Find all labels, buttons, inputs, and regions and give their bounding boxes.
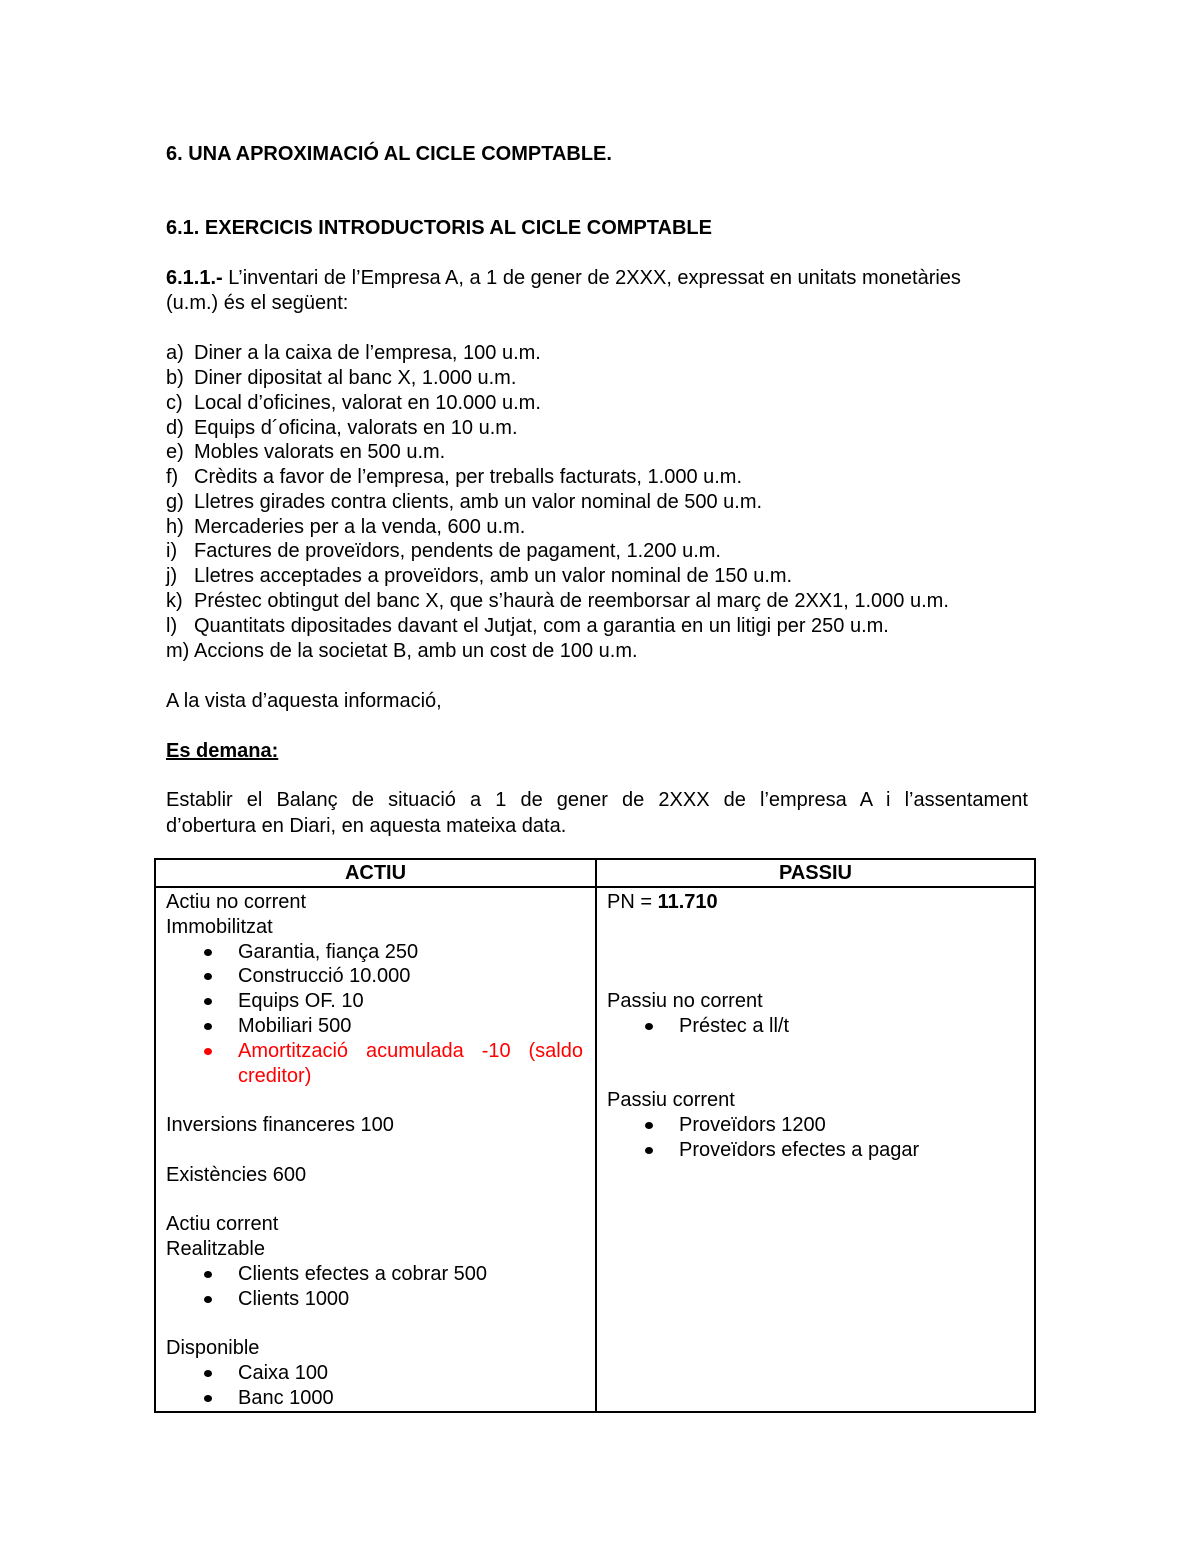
list-item: k) Préstec obtingut del banc X, que s’haurà de reemborsar al març de 2XX1, 1.000 u.m. xyxy=(166,590,949,612)
amortitzacio-item xyxy=(166,1039,585,1089)
actiu-no-corrent-label: Actiu no corrent xyxy=(166,891,307,913)
list-item: Mobiliari 500 xyxy=(166,1014,585,1039)
page-title: 6. UNA APROXIMACIÓ AL CICLE COMPTABLE. xyxy=(166,143,612,165)
list-item: f) Crèdits a favor de l’empresa, per treballs facturats, 1.000 u.m. xyxy=(166,466,743,488)
list-item: Préstec a ll/t xyxy=(607,1014,1024,1039)
list-item: Clients efectes a cobrar 500 xyxy=(166,1262,585,1287)
task-line: Establir el Balanç de situació a 1 de gener de 2XXX de l’empresa A i l’assentament xyxy=(166,789,1028,811)
passiu-column xyxy=(596,887,1035,1412)
list-item: Clients 1000 xyxy=(166,1287,585,1312)
section-title: 6.1. EXERCICIS INTRODUCTORIS AL CICLE COMPTABLE xyxy=(166,217,712,239)
task-paragraph xyxy=(166,787,1028,839)
actiu-corrent-label: Actiu corrent xyxy=(166,1213,279,1236)
balance-sheet-table xyxy=(154,858,1036,1413)
amortitzacio-line: Amortització acumulada -10 (saldo xyxy=(238,1039,583,1062)
list-item: Caixa 100 xyxy=(166,1361,585,1386)
disponible-label: Disponible xyxy=(166,1337,260,1360)
list-item: c) Local d’oficines, valorat en 10.000 u.m. xyxy=(166,392,541,414)
list-item: l) Quantitats dipositades davant el Jutjat, com a garantia en un litigi per 250 u.m. xyxy=(166,615,889,637)
list-item: Proveïdors 1200 xyxy=(607,1113,1024,1138)
list-item: Construcció 10.000 xyxy=(166,964,585,989)
list-item: Equips OF. 10 xyxy=(166,989,585,1014)
list-item: g) Lletres girades contra clients, amb un valor nominal de 500 u.m. xyxy=(166,491,763,513)
passiu-no-corrent-label: Passiu no corrent xyxy=(607,990,763,1013)
vista-text: A la vista d’aquesta informació, xyxy=(166,690,442,712)
list-item: b) Diner dipositat al banc X, 1.000 u.m. xyxy=(166,367,517,389)
list-item: h) Mercaderies per a la venda, 600 u.m. xyxy=(166,516,526,538)
pn-label: PN = xyxy=(607,891,658,913)
list-item: i) Factures de proveïdors, pendents de pagament, 1.200 u.m. xyxy=(166,540,721,562)
intro-paragraph-line1 xyxy=(166,266,961,291)
task-line: d’obertura en Diari, en aquesta mateixa data. xyxy=(166,815,567,837)
inversions-label: Inversions financeres 100 xyxy=(166,1114,394,1137)
actiu-column xyxy=(155,887,596,1412)
passiu-header: PASSIU xyxy=(596,859,1035,887)
pn-value: 11.710 xyxy=(657,891,718,913)
amortitzacio-line: creditor) xyxy=(238,1064,312,1087)
passiu-corrent-label: Passiu corrent xyxy=(607,1089,735,1112)
existencies-label: Existències 600 xyxy=(166,1163,307,1186)
list-item: j) Lletres acceptades a proveïdors, amb un valor nominal de 150 u.m. xyxy=(166,565,793,587)
actiu-header: ACTIU xyxy=(155,859,596,887)
list-item: e) Mobles valorats en 500 u.m. xyxy=(166,441,446,463)
list-item: d) Equips d´oficina, valorats en 10 u.m. xyxy=(166,417,518,439)
immobilitzat-label: Immobilitzat xyxy=(166,915,273,938)
realitzable-label: Realitzable xyxy=(166,1238,265,1261)
list-item: Banc 1000 xyxy=(166,1386,585,1411)
intro-text-line2: (u.m.) és el següent: xyxy=(166,292,349,314)
intro-text-line1: L’inventari de l’Empresa A, a 1 de gener de 2XXX, expressat en unitats monetàries xyxy=(228,267,961,289)
pn-line xyxy=(607,890,1024,915)
list-item: Garantia, fiança 250 xyxy=(166,940,585,965)
list-item: Proveïdors efectes a pagar xyxy=(607,1138,1024,1163)
exercise-number: 6.1.1.- xyxy=(166,267,223,289)
list-item: m) Accions de la societat B, amb un cost de 100 u.m. xyxy=(166,640,638,662)
list-item: a) Diner a la caixa de l’empresa, 100 u.m. xyxy=(166,342,541,364)
es-demana-heading: Es demana: xyxy=(166,740,279,762)
